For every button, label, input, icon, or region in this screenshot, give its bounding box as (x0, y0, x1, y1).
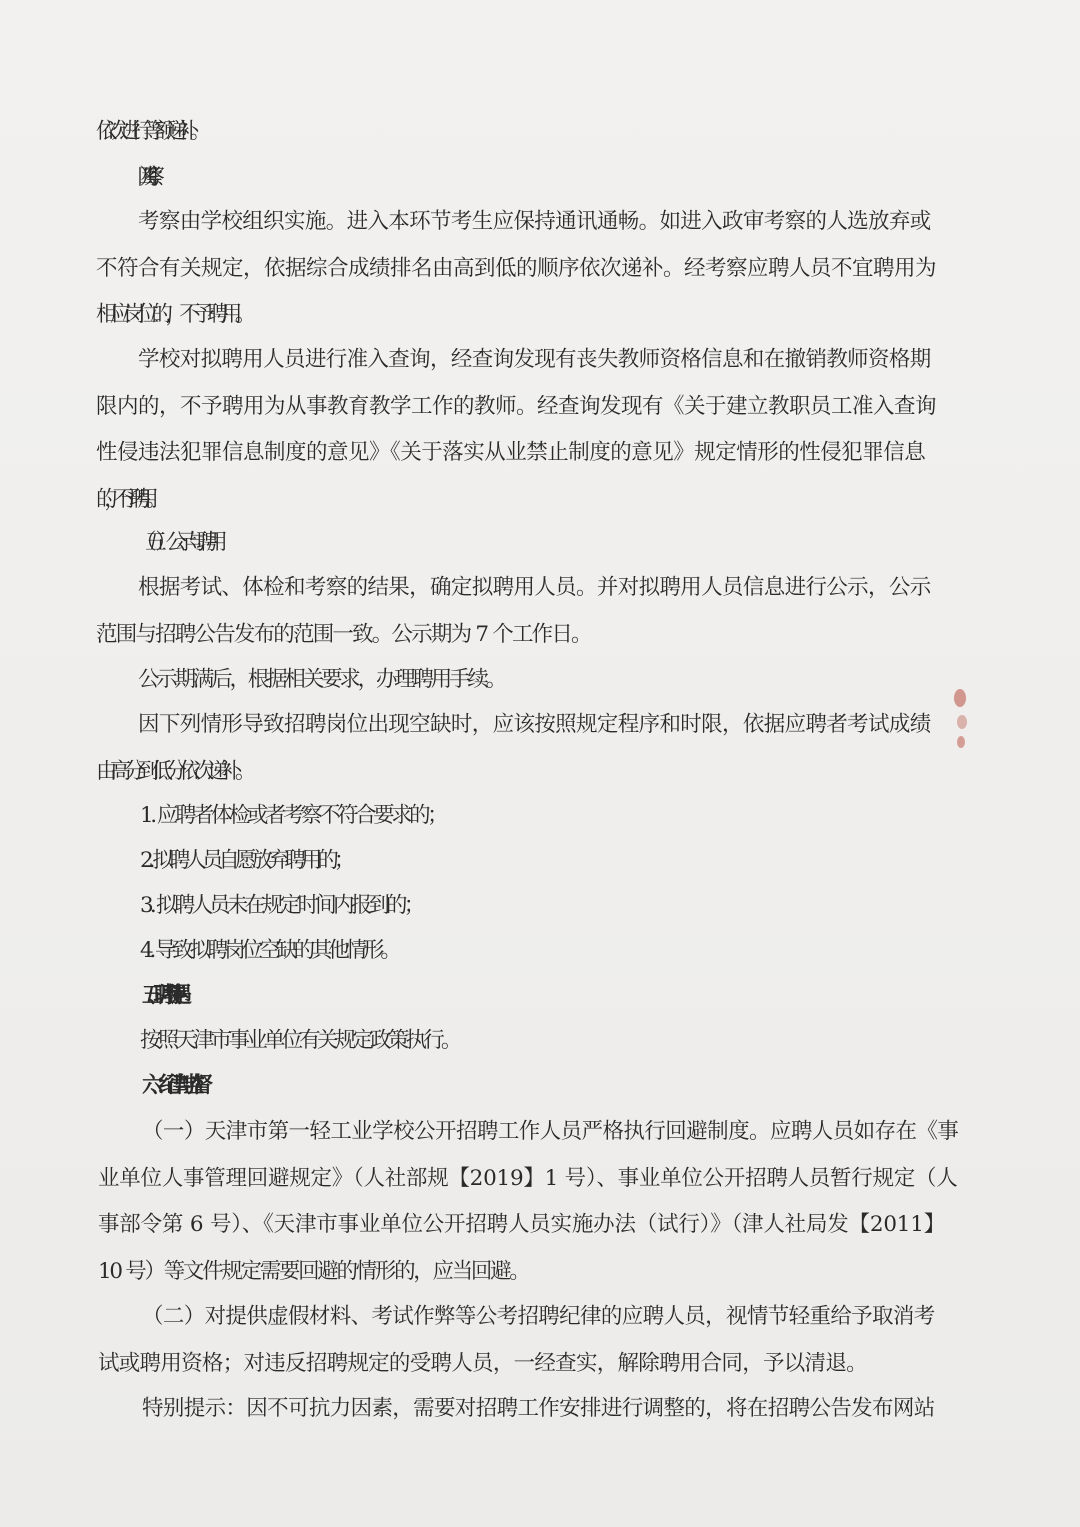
red-seal-edge (946, 684, 972, 754)
list-item (0, 883, 1080, 930)
text-line: （四）考察 (135, 165, 146, 190)
text-line: 依次进行等额递补。 (96, 119, 202, 144)
paragraph-special-notice (0, 1386, 1080, 1433)
text-line: 事部令第 6 号）、《天津市事业单位公开招聘人员实施办法（试行）》（津人社局发【2011】 (98, 1212, 946, 1238)
text-line: 性侵违法犯罪信息制度的意见》《关于落实从业禁止制度的意见》规定情形的性侵犯罪信息 (96, 440, 926, 466)
text-line: 考察由学校组织实施。进入本环节考生应保持通讯通畅。如进入政审考察的人选放弃或 (138, 209, 931, 234)
list-item (0, 928, 1080, 975)
text-line: 的，不予聘用。 (96, 486, 154, 512)
text-line: 试或聘用资格；对违反招聘规定的受聘人员，一经查实，解除聘用合同，予以清退。 (98, 1350, 867, 1376)
list-item (0, 793, 1080, 840)
text-line: 限内的，不予聘用为从事教育教学工作的教师。经查询发现有《关于建立教职员工准入查询 (96, 393, 937, 419)
text-line: 范围与招聘公告发布的范围一致。公示期为 7 个工作日。 (96, 621, 591, 647)
text-line: 特别提示：因不可抗力因素，需要对招聘工作安排进行调整的，将在招聘公告发布网站 (142, 1396, 935, 1421)
paragraph-hiring-procedures (0, 657, 1080, 704)
text-line: 按照天津市事业单位有关规定政策执行。 (140, 1028, 459, 1053)
text-line: 10 号）等文件规定需要回避的情形的，应当回避。 (98, 1258, 529, 1284)
text-line: 相应岗位的，不予聘用。 (96, 302, 249, 328)
text-line: 1. 应聘者体检或者考察不符合要求的； (140, 803, 446, 828)
text-line: 五、聘用待遇 (142, 983, 177, 1008)
paragraph-access-check (0, 337, 1080, 523)
text-line: 不符合有关规定，依据综合成绩排名由高到低的顺序依次递补。经考察应聘人员不宜聘用为 (96, 255, 937, 281)
text-line: （一）天津市第一轻工业学校公开招聘工作人员严格执行回避制度。应聘人员如存在《事 (142, 1119, 959, 1144)
paragraph-misconduct (0, 1294, 1080, 1387)
text-line: 公示期满后，根据相关要求，办理聘用手续。 (138, 667, 505, 692)
text-line: 2. 拟聘人员自愿放弃聘用的； (140, 848, 351, 873)
section-heading-benefits (0, 973, 1080, 1020)
section-heading-inspection (0, 155, 1080, 202)
text-line: 根据考试、体检和考察的结果，确定拟聘用人员。并对拟聘用人员信息进行公示，公示 (138, 575, 931, 600)
text-line: （五）公示与聘用 (135, 530, 217, 555)
text-line: 4. 导致拟聘岗位空缺的其他情形。 (140, 938, 398, 963)
text-line: 六、纪律与监督 (142, 1073, 200, 1098)
paragraph-inspection (0, 199, 1080, 339)
paragraph-vacancy (0, 702, 1080, 795)
text-line: 由高分到低分依次递补。 (96, 758, 249, 784)
text-line: 因下列情形导致招聘岗位出现空缺时，应该按照规定程序和时限，依据应聘者考试成绩 (138, 712, 931, 737)
paragraph-publicity (0, 565, 1080, 658)
paragraph-continuation (0, 109, 1080, 156)
section-heading-discipline (0, 1063, 1080, 1110)
paragraph-benefits (0, 1018, 1080, 1065)
list-item (0, 838, 1080, 885)
text-line: 学校对拟聘用人员进行准入查询，经查询发现有丧失教师资格信息和在撤销教师资格期 (138, 347, 931, 372)
paragraph-avoidance (0, 1109, 1080, 1295)
text-line: 3. 拟聘人员未在规定时间内报到的； (140, 893, 422, 918)
section-heading-publicity (0, 520, 1080, 567)
text-line: （二）对提供虚假材料、考试作弊等公考招聘纪律的应聘人员，视情节轻重给予取消考 (142, 1304, 935, 1329)
text-line: 业单位人事管理回避规定》（人社部规【2019】1 号）、事业单位公开招聘人员暂行规定（人 (98, 1165, 958, 1191)
